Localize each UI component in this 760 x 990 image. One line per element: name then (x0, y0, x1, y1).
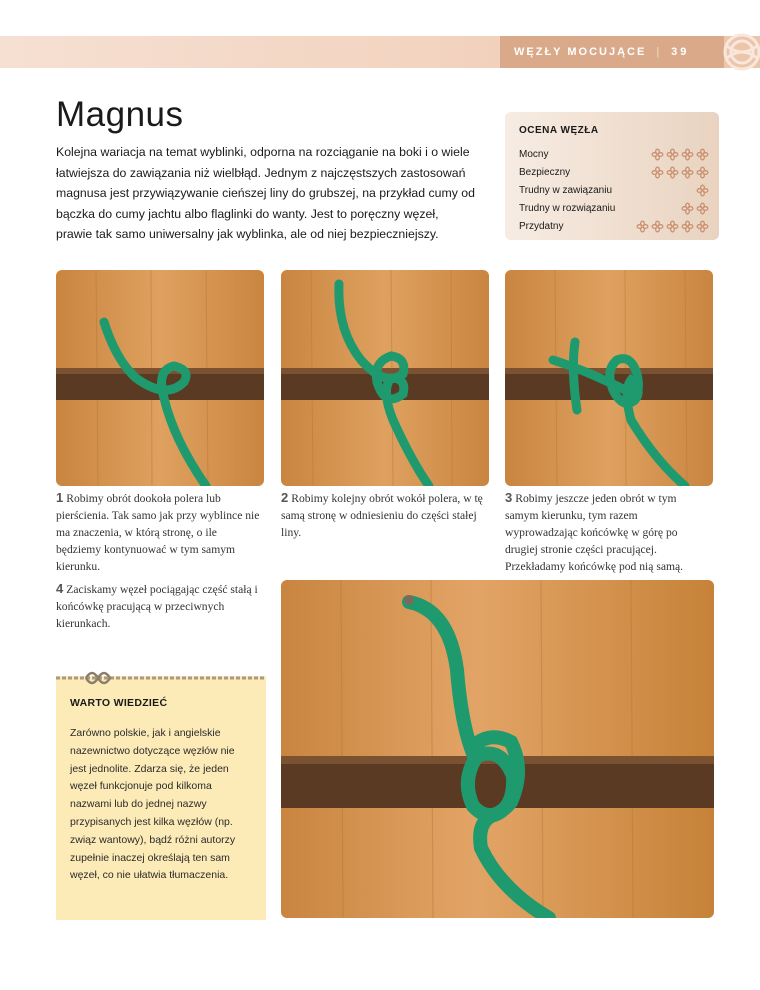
knot-icon (681, 202, 694, 215)
rating-score (636, 148, 709, 161)
step-text: Zaciskamy węzeł pociągając część stałą i końcówkę pracującą w przeciwnych kierunkach. (56, 583, 258, 630)
rating-score (636, 184, 709, 197)
page-title: Magnus (56, 95, 184, 134)
knot-icon (696, 184, 709, 197)
knot-icon (681, 148, 694, 161)
step-number: 1 (56, 490, 64, 505)
knot-icon (696, 202, 709, 215)
info-box-text: Zarówno polskie, jak i angielskie nazewnictwo dotyczące węzłów nie jest jednolite. Zdarza się, że jeden węzeł funkcjonuje pod kilkoma nazwami lub do jednej nazwy przypisanych jest kilka węzłów (np. związ wantowy), bądź różni autorzy zupełnie inaczej określają ten sam węzeł, co nie ułatwia tłumaczenia. (70, 727, 236, 882)
rating-score (636, 166, 709, 179)
step-text: Robimy kolejny obrót wokół polera, w tę samą stronę w odniesieniu do części stałej liny. (281, 492, 483, 539)
step-2-photo (281, 270, 489, 486)
knot-icon (696, 166, 709, 179)
rating-row (519, 145, 709, 163)
rating-row (519, 181, 709, 199)
knot-icon (666, 148, 679, 161)
knot-icon (681, 220, 694, 233)
knot-icon (696, 220, 709, 233)
running-header (500, 36, 724, 68)
rating-score (636, 220, 709, 233)
knot-icon (651, 220, 664, 233)
step-1-caption (56, 489, 260, 575)
knot-icon (681, 166, 694, 179)
page-number: 39 (671, 46, 690, 58)
rating-row (519, 217, 709, 235)
rating-row (519, 163, 709, 181)
step-2-caption (281, 489, 485, 541)
section-title: WĘZŁY MOCUJĄCE (514, 46, 647, 58)
header-separator: | (656, 46, 662, 58)
rating-label: Trudny w zawiązaniu (519, 184, 613, 196)
intro-paragraph: Kolejna wariacja na temat wyblinki, odporna na rozciąganie na boki i o wiele łatwiejsza do zawiązania niż wielbłąd. Jednym z najczęstszych zastosowań magnusa jest przywiązywanie cieńszej liny do grubszej, na przykład cumy od bączka do cumy jachtu albo flaglinki do wanty. Jest to poręczny węzeł, prawie tak samo uniwersalny jak wyblinka, ale od niej bezpieczniejszy. (56, 145, 475, 241)
step-4-caption (56, 580, 266, 632)
step-text: Robimy obrót dookoła polera lub pierścienia. Tak samo jak przy wyblince nie ma znaczenia, w którą stronę, o ile będziemy kontynuować w tym samym kierunku. (56, 492, 260, 573)
step-text: Robimy jeszcze jeden obrót w tym samym kierunku, tym razem wyprowadzając końcówkę w górę po drugiej stronie części pracującej. Przekładamy końcówkę pod nią samą. (505, 492, 684, 573)
knot-icon (651, 166, 664, 179)
rope-divider-icon (56, 668, 266, 688)
rating-row (519, 199, 709, 217)
step-1-photo (56, 270, 264, 486)
knot-ornament-icon (722, 32, 760, 72)
rating-label: Przydatny (519, 220, 564, 232)
step-number: 4 (56, 581, 64, 596)
step-3-caption (505, 489, 709, 575)
rating-box (505, 112, 719, 240)
rating-label: Trudny w rozwiązaniu (519, 202, 616, 214)
rating-score (636, 202, 709, 215)
step-3-photo (505, 270, 713, 486)
step-number: 2 (281, 490, 289, 505)
rating-title: OCENA WĘZŁA (519, 125, 599, 136)
step-4-photo (281, 580, 714, 918)
knot-icon (696, 148, 709, 161)
knot-icon (666, 220, 679, 233)
knot-icon (636, 220, 649, 233)
step-number: 3 (505, 490, 513, 505)
rating-label: Bezpieczny (519, 166, 571, 178)
info-box-title: WARTO WIEDZIEĆ (70, 697, 168, 709)
knot-icon (666, 166, 679, 179)
rating-label: Mocny (519, 148, 549, 160)
knot-icon (651, 148, 664, 161)
